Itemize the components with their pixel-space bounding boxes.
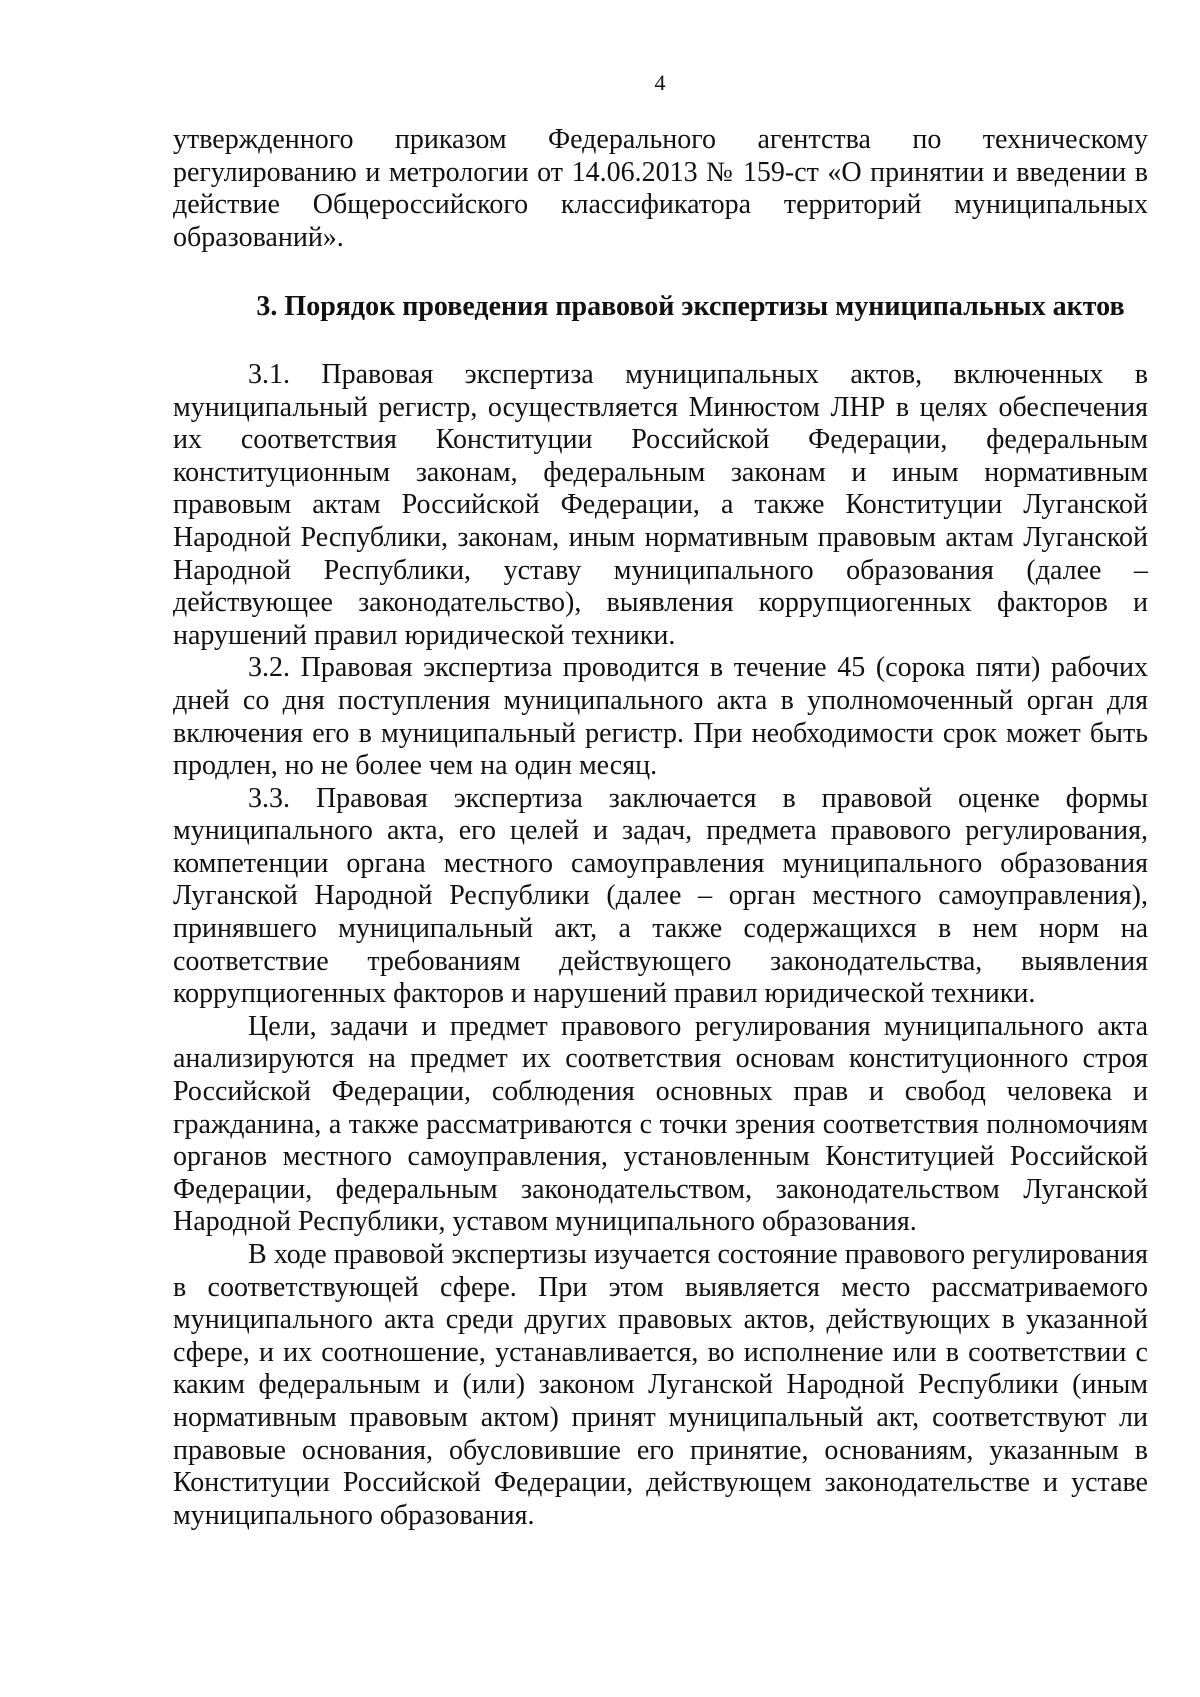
paragraph-3-1: 3.1. Правовая экспертиза муниципальных актов, включенных в муниципальный регистр, осуществляется Минюстом ЛНР в целях обеспечения их соответствия Конституции Российской Федерации, федеральным конституционным законам, федеральным законам и иным нормативным правовым актам Российской Федерации, а также Конституции Луганской Народной Республики, законам, иным нормативным правовым актам Луганской Народной Республики, уставу муниципального образования (далее – действующее законодательство), выявления коррупциогенных факторов и нарушений правил юридической техники. [173,358,1148,651]
section-heading: 3. Порядок проведения правовой экспертизы муниципальных актов [256,291,1125,323]
paragraph-goals: Цели, задачи и предмет правового регулирования муниципального акта анализируются на предмет их соответствия основам конституционного строя Российской Федерации, соблюдения основных прав и свобод человека и гражданина, а также рассматриваются с точки зрения соответствия полномочиям органов местного самоуправления, установленным Конституцией Российской Федерации, федеральным законодательством, законодательством Луганской Народной Республики, уставом муниципального образования. [173,1010,1148,1238]
paragraph-review-course: В ходе правовой экспертизы изучается состояние правового регулирования в соответствующей сфере. При этом выявляется место рассматриваемого муниципального акта среди других правовых актов, действующих в указанной сфере, и их соотношение, устанавливается, во исполнение или в соответствии с каким федеральным и (или) законом Луганской Народной Республики (иным нормативным правовым актом) принят муниципальный акт, соответствуют ли правовые основания, обусловившие его принятие, основаниям, указанным в Конституции Российской Федерации, действующем законодательстве и уставе муниципального образования. [173,1239,1148,1531]
paragraph-3-2: 3.2. Правовая экспертиза проводится в течение 45 (сорока пяти) рабочих дней со дня поступления муниципального акта в уполномоченный орган для включения его в муниципальный регистр. При необходимости срок может быть продлен, но не более чем на один месяц. [173,652,1148,782]
paragraph-3-3: 3.3. Правовая экспертиза заключается в правовой оценке формы муниципального акта, его целей и задач, предмета правового регулирования, компетенции органа местного самоуправления муниципального образования Луганской Народной Республики (далее – орган местного самоуправления), принявшего муниципальный акт, а также содержащихся в нем норм на соответствие требованиям действующего законодательства, выявления коррупциогенных факторов и нарушений правил юридической техники. [173,782,1148,1010]
document-body [173,124,1148,1532]
page-number: 4 [654,70,666,95]
intro-paragraph: утвержденного приказом Федерального агентства по техническому регулированию и метрологии от 14.06.2013 № 159-ст «О принятии и введении в действие Общероссийского классификатора территорий муниципальных образований». [173,124,1148,253]
